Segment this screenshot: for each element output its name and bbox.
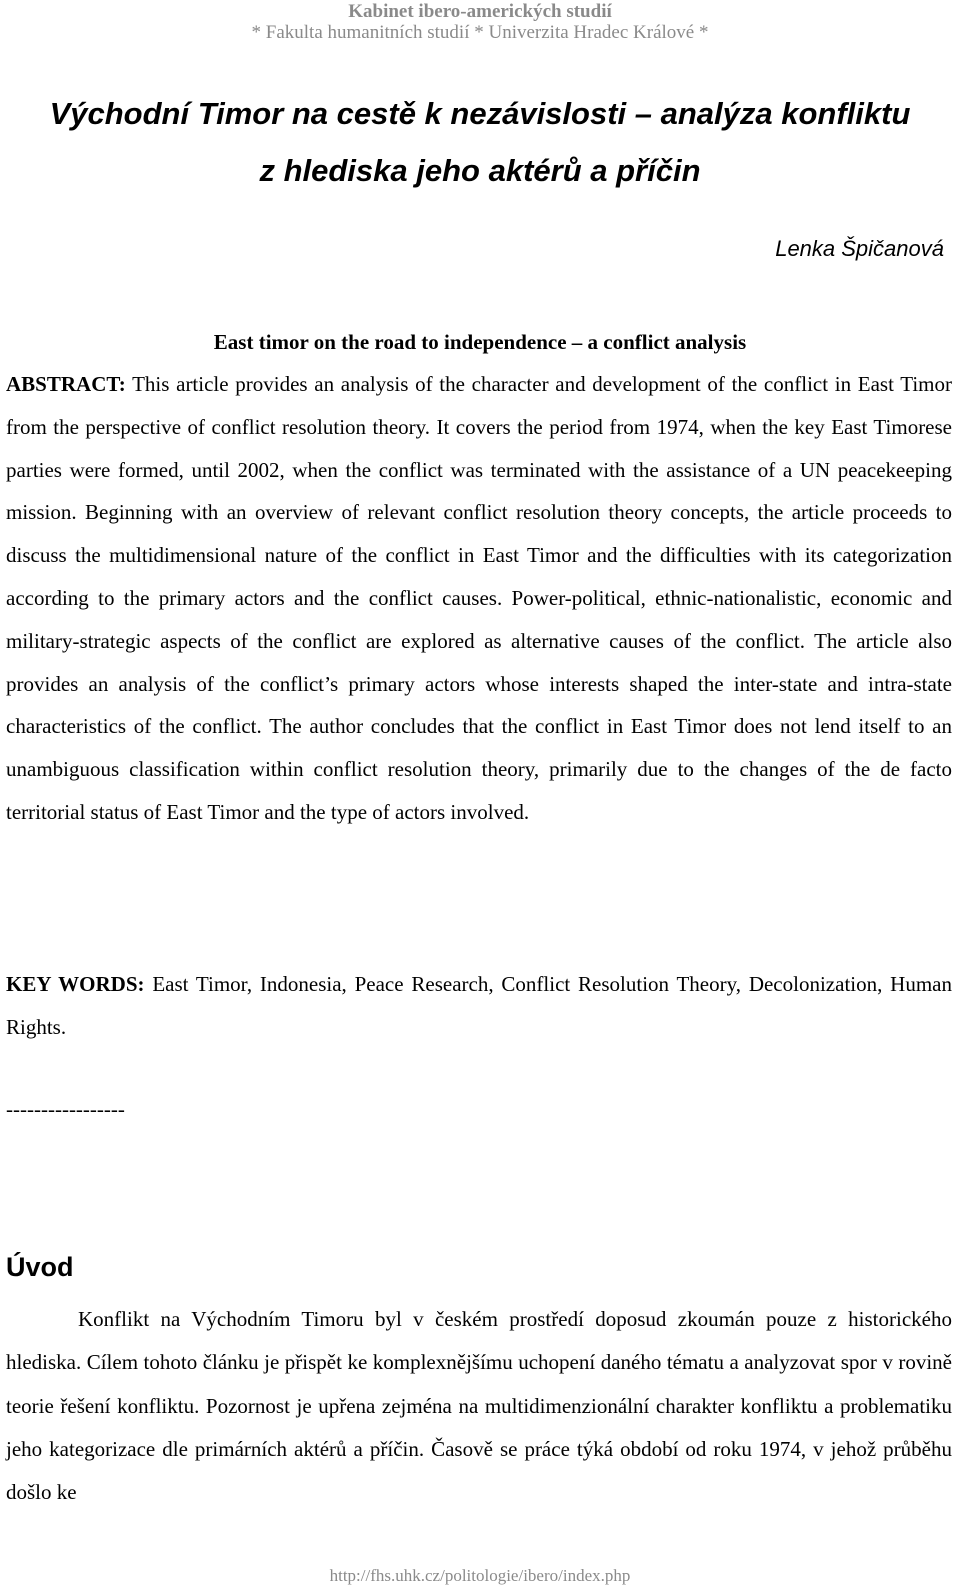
intro-heading: Úvod [6,1252,74,1282]
keywords-text: East Timor, Indonesia, Peace Research, Conflict Resolution Theory, Decolonization, Human Rights. [6,972,952,1039]
abstract-paragraph [6,363,952,834]
footer-url: http://fhs.uhk.cz/politologie/ibero/index.php [329,1566,631,1585]
english-title: East timor on the road to independence – a conflict analysis [213,330,747,354]
article-title-line1: Východní Timor na cestě k nezávislosti – analýza konfliktu [49,96,911,131]
author-name: Lenka Špičanová [775,236,944,261]
article-title-line2: z hlediska jeho aktérů a příčin [259,153,701,188]
intro-paragraph: Konflikt na Východním Timoru byl v českém prostředí doposud zkoumán pouze z historického hlediska. Cílem tohoto článku je přispět ke komplexnějšímu uchopení daného tématu a analyzovat spor v rovině teorie řešení konfliktu. Pozornost je upřena zejména na multidimenzionální charakter konfliktu a problematiku jeho kategorizace dle primárních aktérů a příčin. Časově se práce týká období od roku 1974, v jehož průběhu došlo ke [6,1307,952,1505]
abstract-text: This article provides an analysis of the character and development of the conflict in East Timor from the perspective of conflict resolution theory. It covers the period from 1974, when the key East Timorese parties were formed, until 2002, when the conflict was terminated with the assistance of a UN peacekeeping mission. Beginning with an overview of relevant conflict resolution theory concepts, the article proceeds to discuss the multidimensional nature of the conflict in East Timor and the difficulties with its categorization according to the primary actors and the conflict causes. Power-political, ethnic-nationalistic, economic and military-strategic aspects of the conflict are explored as alternative causes of the conflict. The article also provides an analysis of the conflict’s primary actors whose interests shaped the inter-state and intra-state characteristics of the conflict. The author concludes that the conflict in East Timor does not lend itself to an unambiguous classification within conflict resolution theory, primarily due to the changes of the de facto territorial status of East Timor and the type of actors involved. [6,372,952,824]
keywords-label: KEY WORDS: [6,972,145,996]
header-faculty: * Fakulta humanitních studií * Univerzita Hradec Králové * [251,22,709,43]
header-institution: Kabinet ibero-amerických studií [348,1,612,22]
abstract-label: ABSTRACT: [6,372,126,396]
keywords-paragraph [6,963,952,1049]
separator-line: ----------------- [6,1097,125,1121]
